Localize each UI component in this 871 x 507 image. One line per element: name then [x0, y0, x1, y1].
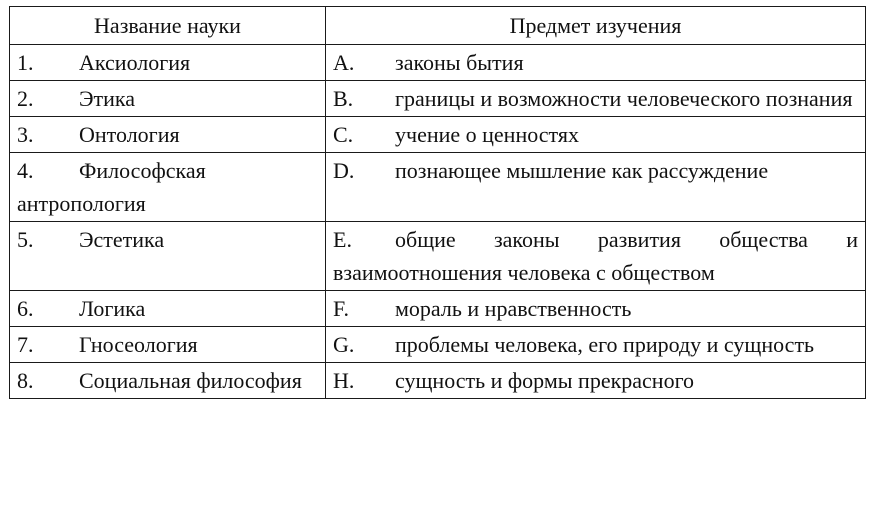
subject-cell [326, 363, 866, 399]
subject-text: законы бытия [395, 50, 524, 75]
science-name: Онтология [79, 122, 180, 147]
subject-text: мораль и нравственность [395, 296, 632, 321]
science-cell [10, 363, 326, 399]
subject-text: сущность и формы прекрасного [395, 368, 695, 393]
science-cell [10, 153, 326, 222]
row-number: 6. [17, 296, 34, 321]
science-cell [10, 291, 326, 327]
subject-cell [326, 291, 866, 327]
subject-cell [326, 222, 866, 291]
row-number: 1. [17, 50, 34, 75]
header-science-name: Название науки [10, 7, 326, 45]
subject-letter: C. [333, 122, 354, 147]
science-cell [10, 222, 326, 291]
science-name: Философская антропология [17, 158, 206, 216]
science-name: Логика [79, 296, 146, 321]
subject-letter: B. [333, 86, 354, 111]
subject-letter: G. [333, 332, 355, 357]
science-name: Гносеология [79, 332, 198, 357]
subject-letter: A. [333, 50, 355, 75]
row-number: 5. [17, 227, 34, 252]
header-row [10, 7, 866, 45]
science-name: Этика [79, 86, 136, 111]
subject-cell [326, 117, 866, 153]
subject-cell [326, 153, 866, 222]
subject-text: границы и возможности человеческого познания [395, 86, 853, 111]
subject-text: общие законы развития общества и взаимоотношения человека с обществом [333, 227, 858, 285]
subject-cell [326, 327, 866, 363]
subject-cell [326, 45, 866, 81]
matching-table [9, 6, 866, 399]
subject-text: познающее мышление как рассуждение [395, 158, 769, 183]
row-number: 8. [17, 368, 34, 393]
table-row [10, 45, 866, 81]
science-name: Эстетика [79, 227, 165, 252]
science-cell [10, 81, 326, 117]
subject-cell [326, 81, 866, 117]
science-cell [10, 327, 326, 363]
row-number: 3. [17, 122, 34, 147]
row-number: 4. [17, 158, 34, 183]
table-row [10, 363, 866, 399]
science-name: Социальная философия [79, 368, 302, 393]
science-name: Аксиология [79, 50, 191, 75]
subject-letter: E. [333, 227, 352, 252]
science-cell [10, 45, 326, 81]
table-row [10, 222, 866, 291]
row-number: 2. [17, 86, 34, 111]
subject-letter: D. [333, 158, 355, 183]
table-row [10, 327, 866, 363]
table-row [10, 117, 866, 153]
table-row [10, 153, 866, 222]
subject-text: проблемы человека, его природу и сущность [395, 332, 815, 357]
subject-letter: F. [333, 296, 349, 321]
table-row [10, 291, 866, 327]
header-subject: Предмет изучения [326, 7, 866, 45]
subject-text: учение о ценностях [395, 122, 579, 147]
science-cell [10, 117, 326, 153]
row-number: 7. [17, 332, 34, 357]
table-row [10, 81, 866, 117]
subject-letter: H. [333, 368, 355, 393]
